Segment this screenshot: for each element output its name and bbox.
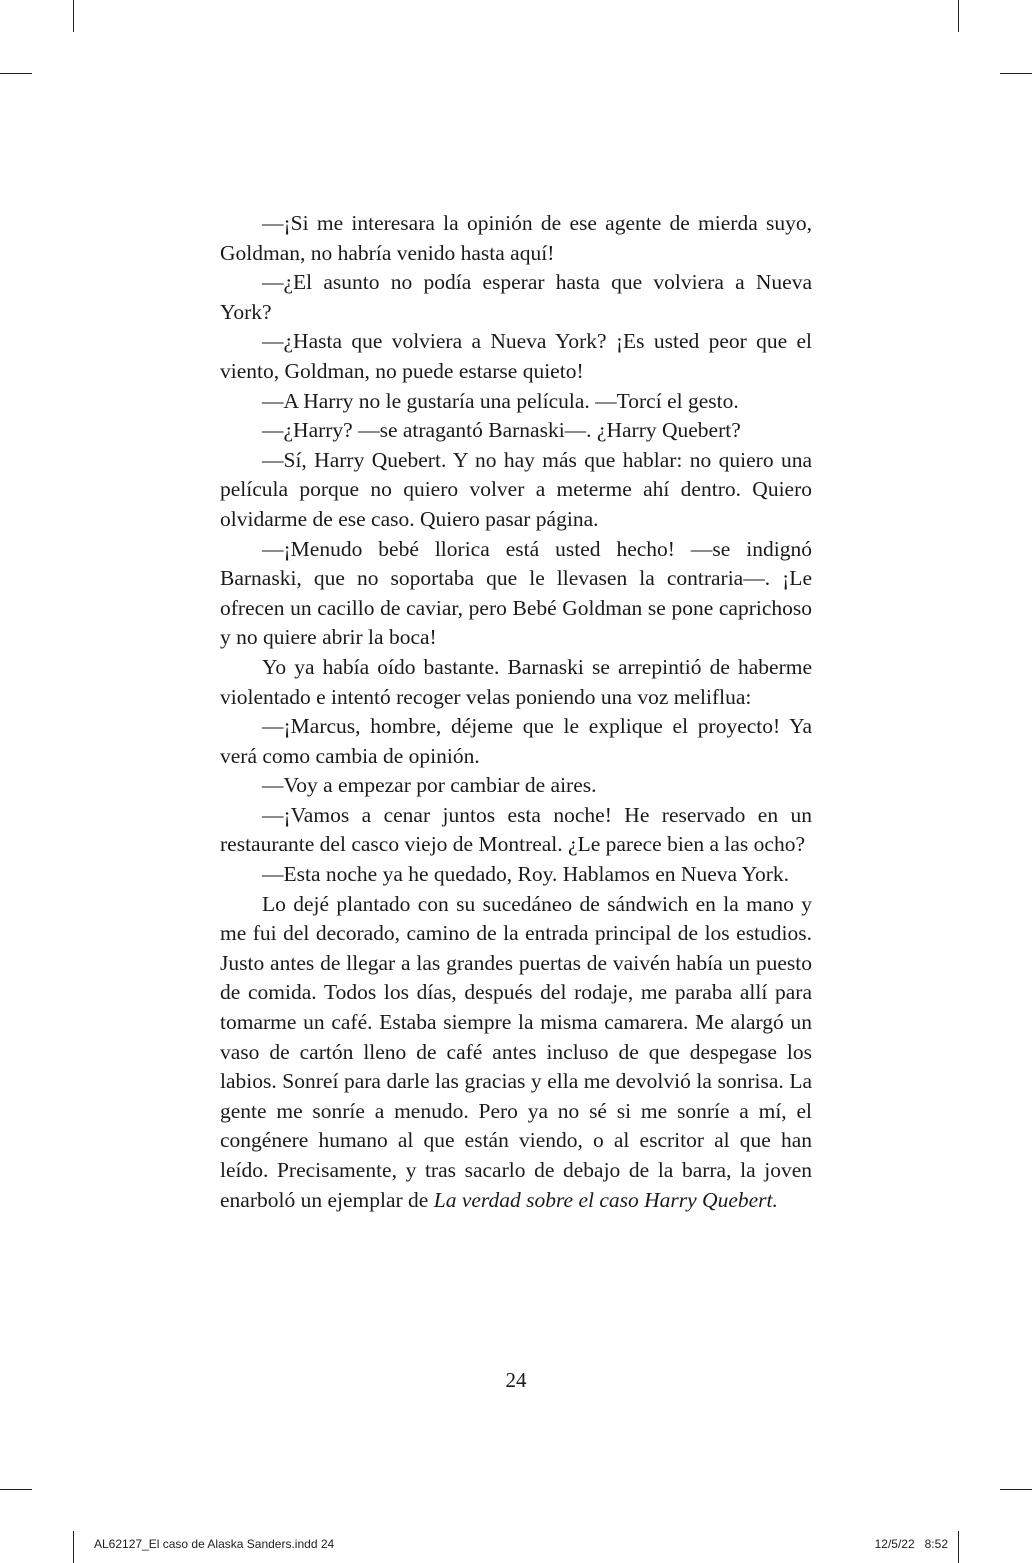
paragraph: Yo ya había oído bastante. Barnaski se arrepintió de haberme violentado e intentó recoger velas poniendo una voz meliflua: [220, 654, 812, 709]
crop-mark [958, 1531, 959, 1563]
body-text [220, 209, 812, 1215]
paragraph: —¡Menudo bebé llorica está usted hecho! —se indignó Barnaski, que no soportaba que le llevasen la contraria—. ¡Le ofrecen un cacillo de caviar, pero Bebé Goldman se pone caprichoso y no quiere abrir la boca! [220, 536, 812, 650]
book-title: La verdad sobre el caso Harry Quebert. [433, 1187, 778, 1212]
paragraph: —Esta noche ya he quedado, Roy. Hablamos en Nueva York. [262, 862, 790, 887]
crop-mark [0, 1489, 32, 1490]
crop-mark [73, 0, 74, 32]
paragraph: —¡Marcus, hombre, déjeme que le explique el proyecto! Ya verá como cambia de opinión. [220, 714, 812, 768]
paragraph: —¿Harry? —se atragantó Barnaski—. ¿Harry Quebert? [262, 418, 741, 443]
paragraph: —A Harry no le gustaría una película. —Torcí el gesto. [262, 388, 739, 413]
paragraph: —Voy a empezar por cambiar de aires. [262, 773, 597, 798]
crop-mark [0, 73, 32, 74]
page-number: 24 [505, 1368, 527, 1392]
crop-mark [1000, 1489, 1032, 1490]
paragraph: —¿El asunto no podía esperar hasta que volviera a Nueva York? [220, 270, 812, 324]
crop-mark [73, 1531, 74, 1563]
paragraph: —¿Hasta que volviera a Nueva York? ¡Es usted peor que el viento, Goldman, no puede estarse quieto! [220, 329, 812, 383]
paragraph [220, 890, 812, 1216]
slug-date: 12/5/22 8:52 [874, 1537, 948, 1551]
crop-mark [958, 0, 959, 32]
crop-mark [1000, 73, 1032, 74]
paragraph: —¡Si me interesara la opinión de ese agente de mierda suyo, Goldman, no habría venido hasta aquí! [220, 211, 812, 265]
paragraph: —¡Vamos a cenar juntos esta noche! He reservado en un restaurante del casco viejo de Montreal. ¿Le parece bien a las ocho? [220, 802, 812, 857]
slug-file: AL62127_El caso de Alaska Sanders.indd 24 [94, 1537, 335, 1551]
paragraph-text: Lo dejé plantado con su sucedáneo de sándwich en la mano y me fui del decorado, camino de la entrada principal de los estudios. Justo antes de llegar a las grandes puertas de vaivén había un puesto de comida. Todos los días, después del rodaje, me paraba allí para tomarme un café. Estaba siempre la misma camarera. Me alargó un vaso de cartón lleno de café antes incluso de que despegase los labios. Sonreí para darle las gracias y ella me devolvió la sonrisa. La gente me sonríe a menudo. Pero ya no sé si me sonríe a mí, el congénere humano al que están viendo, o al escritor al que han leído. Precisamente, y tras sacarlo de debajo de la barra, la joven enarboló un ejemplar de [220, 891, 812, 1212]
paragraph: —Sí, Harry Quebert. Y no hay más que hablar: no quiero una película porque no quiero volver a meterme ahí dentro. Quiero olvidarme de ese caso. Quiero pasar página. [220, 447, 812, 531]
